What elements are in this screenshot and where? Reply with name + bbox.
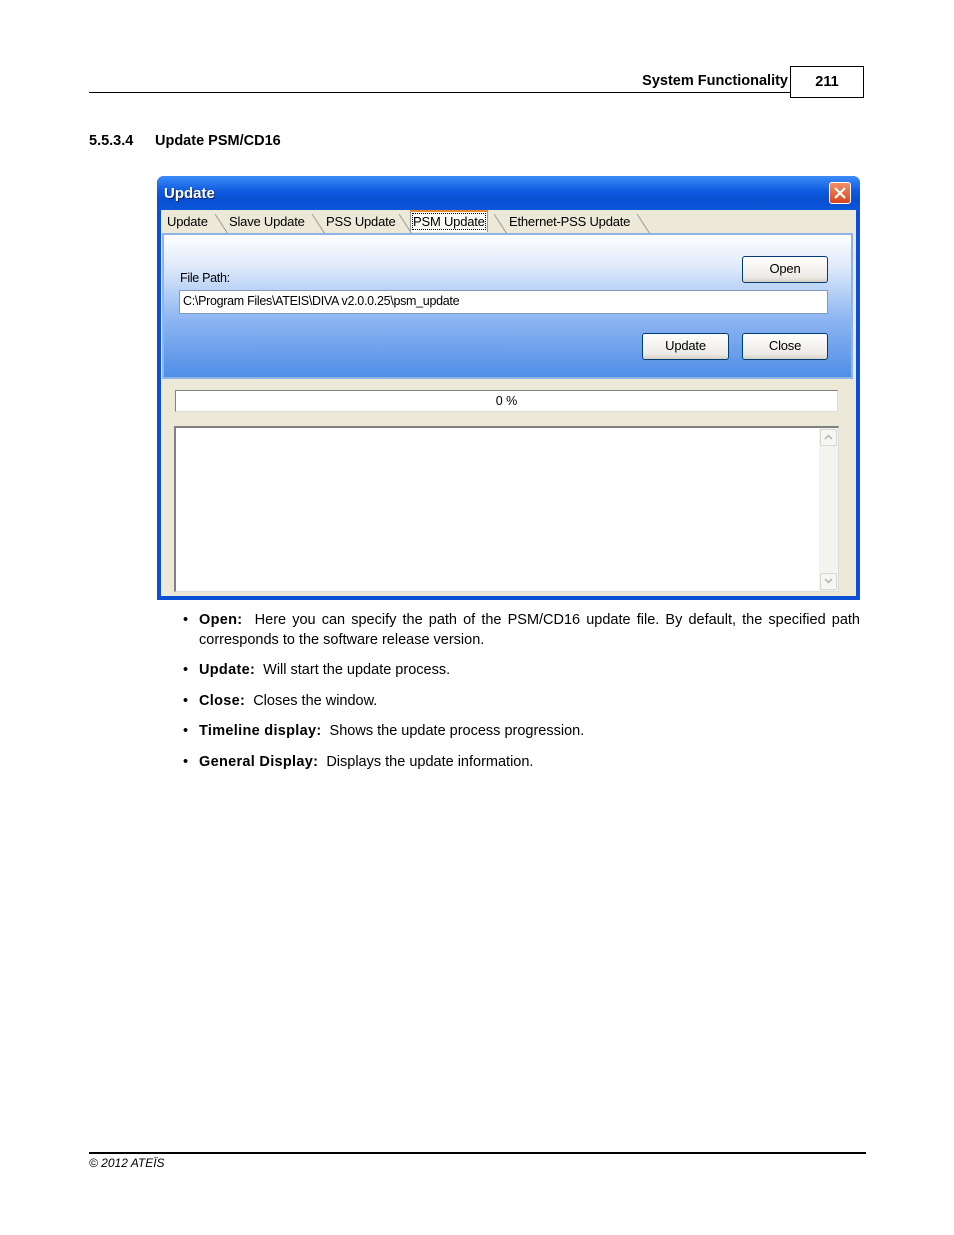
dialog-client-area (161, 210, 856, 596)
page-number: 211 (790, 66, 864, 98)
file-path-label: File Path: (180, 271, 230, 285)
section-heading (89, 133, 281, 149)
update-dialog (157, 176, 860, 600)
bullet-icon: • (183, 662, 189, 678)
log-scrollbar[interactable] (819, 428, 838, 591)
list-item: • General Display: Displays the update information. (183, 753, 860, 773)
running-header-title: System Functionality (642, 73, 788, 89)
psm-update-panel (162, 233, 853, 379)
tab-strip (161, 210, 856, 234)
scroll-down-icon[interactable] (820, 573, 837, 590)
footer-rule (89, 1152, 866, 1154)
footer-copyright: © 2012 ATEÏS (89, 1156, 165, 1170)
file-path-input[interactable]: C:\Program Files\ATEIS\DIVA v2.0.0.25\psm_update (179, 290, 828, 314)
tab-ethernet-pss-update[interactable]: Ethernet-PSS Update (509, 214, 631, 229)
log-display[interactable] (174, 426, 839, 592)
tab-update[interactable]: Update (167, 214, 208, 229)
tab-slave-update[interactable]: Slave Update (229, 214, 305, 229)
feature-list (183, 611, 860, 783)
bullet-icon: • (183, 723, 189, 739)
tab-psm-update[interactable]: PSM Update (410, 210, 488, 232)
list-item: • Update: Will start the update process. (183, 661, 860, 681)
list-item: • Open: Here you can specify the path of the PSM/CD16 update file. By default, the specified path corresponds to the software release version. (183, 612, 861, 648)
dialog-title: Update (164, 185, 215, 202)
list-item: • Close: Closes the window. (183, 692, 860, 712)
bullet-icon: • (183, 753, 189, 770)
section-number: 5.5.3.4 (89, 133, 134, 149)
dialog-titlebar[interactable] (157, 176, 860, 210)
close-button[interactable]: Close (742, 333, 828, 360)
close-x-icon[interactable] (829, 182, 851, 204)
header-rule (89, 92, 791, 93)
progress-text: 0 % (495, 394, 518, 408)
list-item: • Timeline display: Shows the update process progression. (183, 722, 860, 742)
update-button[interactable]: Update (642, 333, 729, 360)
bullet-icon: • (183, 612, 189, 628)
open-button[interactable]: Open (742, 256, 828, 283)
scroll-up-icon[interactable] (820, 429, 837, 446)
section-title: Update PSM/CD16 (155, 133, 281, 149)
bullet-icon: • (183, 692, 189, 709)
tab-pss-update[interactable]: PSS Update (326, 214, 396, 229)
progress-bar (175, 390, 838, 412)
